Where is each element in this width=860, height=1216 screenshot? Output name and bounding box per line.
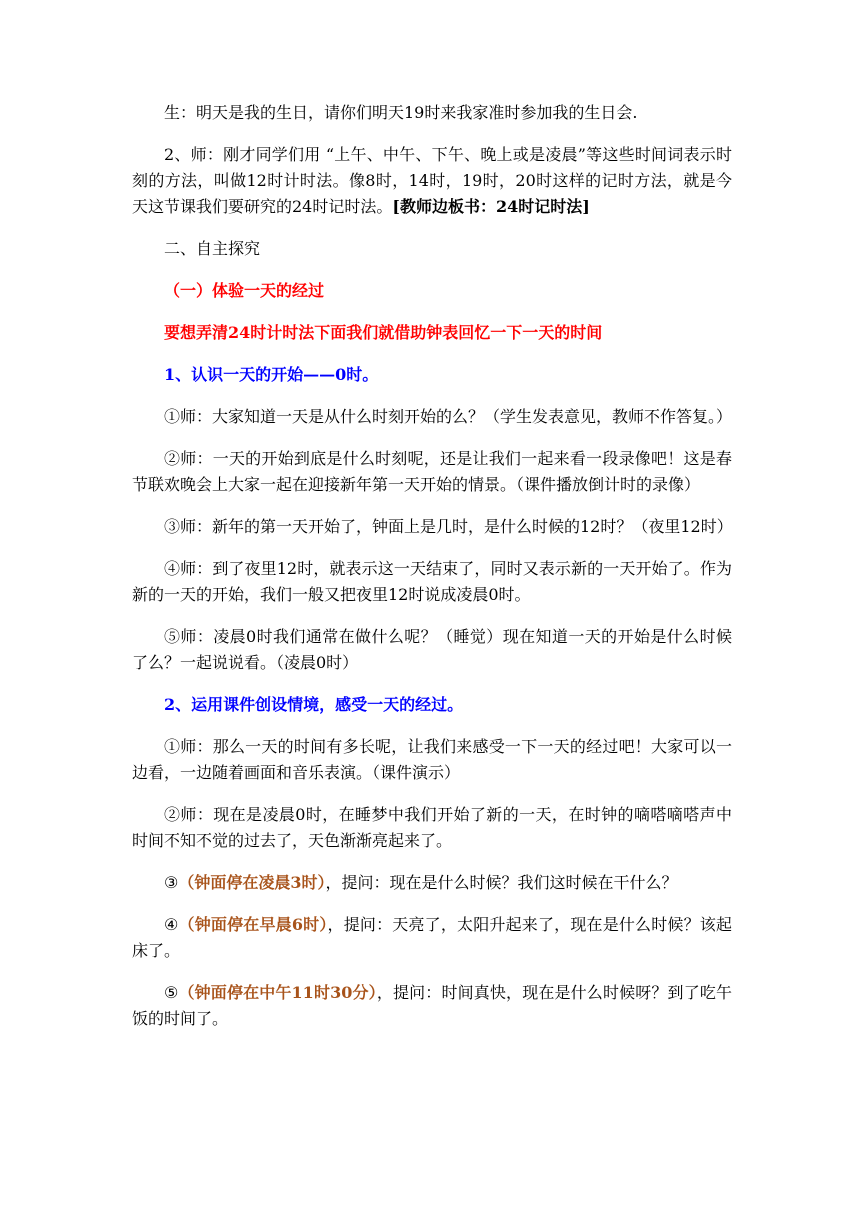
blue-heading-courseware xyxy=(132,692,732,718)
text-r3-num: ③ xyxy=(164,873,179,892)
paragraph-q5 xyxy=(132,624,732,676)
paragraph-q3 xyxy=(132,514,732,540)
section-heading-self-explore xyxy=(132,236,732,262)
paragraph-r5 xyxy=(132,980,732,1032)
paragraph-q1 xyxy=(132,404,732,430)
text-q2: ②师：一天的开始到底是什么时刻呢，还是让我们一起来看一段录像吧！这是春节联欢晚会上大家一起在迎接新年第一天开始的情景。（课件播放倒计时的录像） xyxy=(132,449,732,494)
text-r4: ，提问：天亮了，太阳升起来了，现在是什么时候？该起床了。 xyxy=(132,915,732,960)
text-r1: ①师：那么一天的时间有多长呢，让我们来感受一下一天的经过吧！大家可以一边看，一边随着画面和音乐表演。（课件演示） xyxy=(132,737,732,782)
text-r3: ，提问：现在是什么时候？我们这时候在干什么？ xyxy=(325,873,678,892)
text-blackboard-note: [教师边板书：24时记时法] xyxy=(392,197,590,216)
paragraph-r2 xyxy=(132,802,732,854)
text-blue-heading-courseware: 2、运用课件创设情境，感受一天的经过。 xyxy=(164,695,464,714)
blue-heading-day-start xyxy=(132,362,732,388)
text-subheading-experience-day: （一）体验一天的经过 xyxy=(164,281,325,300)
highlight-red-line xyxy=(132,320,732,346)
paragraph-r1 xyxy=(132,734,732,786)
text-blue-heading-day-start: 1、认识一天的开始——0时。 xyxy=(164,365,379,384)
paragraph-r4 xyxy=(132,912,732,964)
text-r3-clock-note: （钟面停在凌晨3时） xyxy=(178,873,326,892)
text-r4-num: ④ xyxy=(164,915,179,934)
text-q1: ①师：大家知道一天是从什么时刻开始的么？（学生发表意见，教师不作答复。） xyxy=(164,407,733,426)
text-r5-num: ⑤ xyxy=(164,983,179,1002)
text-r5: ，提问：时间真快，现在是什么时候呀？到了吃午饭的时间了。 xyxy=(132,983,732,1028)
paragraph-r3 xyxy=(132,870,732,896)
text-r2: ②师：现在是凌晨0时，在睡梦中我们开始了新的一天，在时钟的嘀嗒嘀嗒声中时间不知不觉的过去了，天色渐渐亮起来了。 xyxy=(132,805,732,850)
paragraph-q2 xyxy=(132,446,732,498)
text-section-heading: 二、自主探究 xyxy=(164,239,261,258)
paragraph-teacher-24h-intro xyxy=(132,142,732,220)
paragraph-student-birthday xyxy=(132,100,732,126)
text-teacher-24h-intro: 2、师：刚才同学们用 “上午、中午、下午、晚上或是凌晨”等这些时间词表示时刻的方法，叫做12时计时法。像8时，14时，19时，20时这样的记时方法，就是今天这节课我们要研究的24时记时法。 xyxy=(132,145,732,216)
text-q5: ⑤师：凌晨0时我们通常在做什么呢？（睡觉）现在知道一天的开始是什么时候了么？一起说说看。（凌晨0时） xyxy=(132,627,732,672)
subheading-experience-day xyxy=(132,278,732,304)
paragraph-q4 xyxy=(132,556,732,608)
text-r5-clock-note: （钟面停在中午11时30分） xyxy=(178,983,377,1002)
text-r4-clock-note: （钟面停在早晨6时） xyxy=(178,915,328,934)
document-body xyxy=(132,100,732,1048)
text-highlight-red-line: 要想弄清24时计时法下面我们就借助钟表回忆一下一天的时间 xyxy=(164,323,603,342)
text-q3: ③师：新年的第一天开始了，钟面上是几时，是什么时候的12时？（夜里12时） xyxy=(164,517,733,536)
text-student-birthday: 生：明天是我的生日，请你们明天19时来我家准时参加我的生日会. xyxy=(164,103,638,122)
text-q4: ④师：到了夜里12时，就表示这一天结束了，同时又表示新的一天开始了。作为新的一天的开始，我们一般又把夜里12时说成凌晨0时。 xyxy=(132,559,732,604)
